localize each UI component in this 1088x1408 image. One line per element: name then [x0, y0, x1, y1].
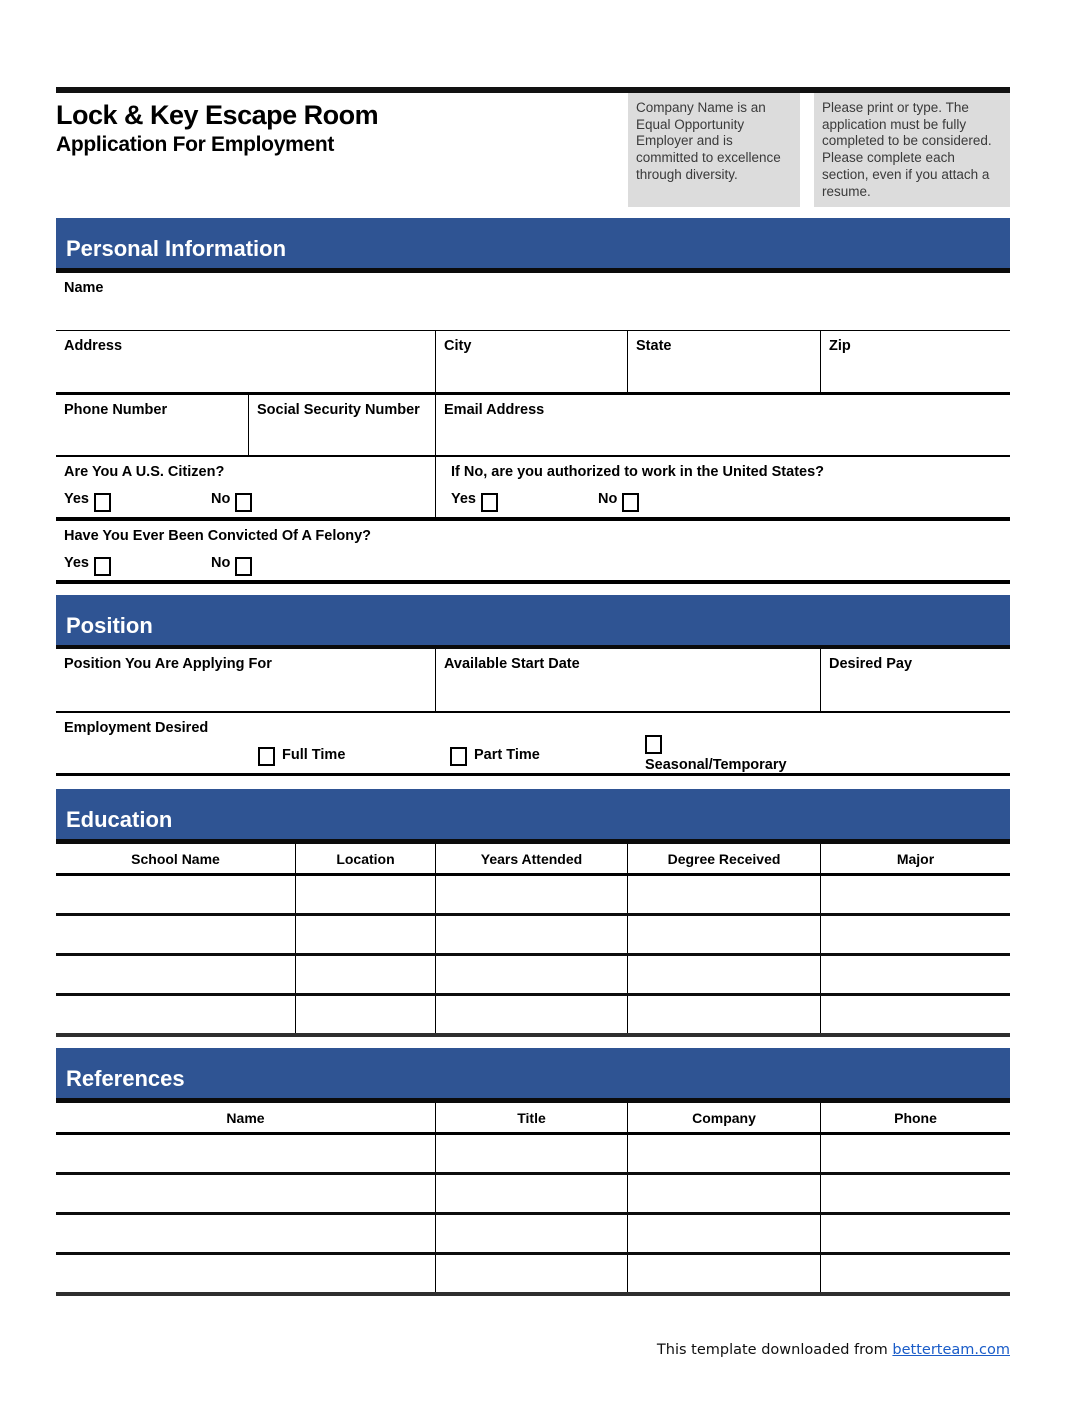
authorized-no-label: No — [598, 491, 618, 507]
education-cell[interactable] — [820, 916, 1010, 953]
equal-opportunity-notice: Company Name is an Equal Opportunity Employer and is committed to excellence through diversity. — [628, 93, 800, 207]
education-cell[interactable] — [435, 956, 627, 993]
form-header — [56, 93, 1010, 207]
section-header-references: References — [56, 1048, 1010, 1103]
education-row — [56, 916, 1010, 956]
city-field[interactable] — [435, 331, 627, 392]
felony-no-checkbox[interactable] — [235, 557, 252, 576]
education-cell[interactable] — [295, 876, 435, 913]
citizen-question-label: Are You A U.S. Citizen? — [64, 464, 225, 480]
references-col-phone: Phone — [820, 1103, 1010, 1132]
citizen-no-label: No — [211, 491, 231, 507]
education-col-major: Major — [820, 844, 1010, 873]
references-row — [56, 1255, 1010, 1296]
form-content — [56, 87, 1010, 1358]
name-field[interactable] — [56, 273, 1010, 330]
education-cell[interactable] — [435, 876, 627, 913]
felony-question-label: Have You Ever Been Convicted Of A Felony? — [64, 528, 371, 544]
references-col-company: Company — [627, 1103, 820, 1132]
education-cell[interactable] — [56, 956, 295, 993]
ssn-label: Social Security Number — [257, 402, 420, 418]
felony-yes-label: Yes — [64, 555, 89, 571]
education-col-location: Location — [295, 844, 435, 873]
company-name-title: Lock & Key Escape Room — [56, 100, 379, 130]
citizen-yes-no-line — [64, 491, 427, 512]
citizen-yes-checkbox[interactable] — [94, 493, 111, 512]
education-cell[interactable] — [56, 876, 295, 913]
betterteam-link[interactable]: betterteam.com — [892, 1342, 1010, 1358]
part-time-checkbox[interactable] — [450, 747, 467, 766]
education-cell[interactable] — [295, 916, 435, 953]
references-cell[interactable] — [820, 1215, 1010, 1252]
seasonal-temporary-checkbox[interactable] — [645, 735, 662, 754]
references-col-title: Title — [435, 1103, 627, 1132]
citizen-yes-label: Yes — [64, 491, 89, 507]
education-cell[interactable] — [295, 996, 435, 1033]
desired-pay-label: Desired Pay — [829, 656, 913, 672]
education-cell[interactable] — [295, 956, 435, 993]
phone-row — [56, 395, 1010, 457]
address-row — [56, 330, 1010, 395]
part-time-option — [450, 747, 540, 766]
position-applying-for-field[interactable] — [56, 649, 435, 711]
footer — [56, 1342, 1010, 1358]
employment-desired-row — [56, 713, 1010, 776]
phone-number-field[interactable] — [56, 395, 248, 455]
zip-field[interactable] — [820, 331, 1010, 392]
authorized-yes-no-line — [451, 491, 1002, 512]
education-cell[interactable] — [435, 996, 627, 1033]
position-row — [56, 649, 1010, 713]
authorized-yes-label: Yes — [451, 491, 476, 507]
seasonal-temporary-option — [645, 735, 787, 773]
references-cell[interactable] — [627, 1255, 820, 1292]
authorized-yes-checkbox[interactable] — [481, 493, 498, 512]
citizen-no-checkbox[interactable] — [235, 493, 252, 512]
references-cell[interactable] — [56, 1255, 435, 1292]
start-date-label: Available Start Date — [444, 656, 580, 672]
seasonal-temporary-label: Seasonal/Temporary — [645, 757, 787, 773]
phone-number-label: Phone Number — [64, 402, 168, 418]
references-cell[interactable] — [627, 1215, 820, 1252]
citizen-question-cell — [56, 457, 435, 518]
ssn-field[interactable] — [248, 395, 435, 455]
education-cell[interactable] — [56, 996, 295, 1033]
print-instructions-notice: Please print or type. The application must be fully completed to be considered. Please complete each section, even if you attach a resume. — [814, 93, 1010, 207]
part-time-label: Part Time — [474, 747, 540, 763]
education-cell[interactable] — [56, 916, 295, 953]
references-cell[interactable] — [56, 1175, 435, 1212]
start-date-field[interactable] — [435, 649, 820, 711]
references-table-header — [56, 1103, 1010, 1135]
education-cell[interactable] — [820, 956, 1010, 993]
authorized-question-label: If No, are you authorized to work in the United States? — [451, 464, 825, 480]
education-cell[interactable] — [627, 916, 820, 953]
email-label: Email Address — [444, 402, 545, 418]
references-cell[interactable] — [56, 1215, 435, 1252]
full-time-option — [258, 747, 345, 766]
references-col-name: Name — [226, 1110, 265, 1126]
section-header-personal-information: Personal Information — [56, 218, 1010, 273]
references-cell[interactable] — [56, 1135, 435, 1172]
references-cell[interactable] — [820, 1255, 1010, 1292]
address-field[interactable] — [56, 331, 435, 392]
full-time-label: Full Time — [282, 747, 346, 763]
references-cell[interactable] — [627, 1135, 820, 1172]
application-subtitle: Application For Employment — [56, 133, 335, 157]
title-block — [56, 93, 628, 207]
references-row — [56, 1135, 1010, 1175]
education-cell[interactable] — [627, 996, 820, 1033]
education-row — [56, 996, 1010, 1037]
state-label: State — [636, 338, 672, 354]
references-cell[interactable] — [820, 1135, 1010, 1172]
citizenship-row — [56, 457, 1010, 521]
education-col-degree-received: Degree Received — [627, 844, 820, 873]
position-applying-for-label: Position You Are Applying For — [64, 656, 272, 672]
zip-label: Zip — [829, 338, 851, 354]
education-cell[interactable] — [435, 916, 627, 953]
education-cell[interactable] — [820, 876, 1010, 913]
education-col-school-name: School Name — [131, 851, 220, 867]
section-header-position: Position — [56, 595, 1010, 649]
footer-text: This template downloaded from — [656, 1342, 893, 1358]
education-row — [56, 876, 1010, 916]
desired-pay-field[interactable] — [820, 649, 1010, 711]
references-cell[interactable] — [435, 1175, 627, 1212]
education-cell[interactable] — [820, 996, 1010, 1033]
education-table-header — [56, 844, 1010, 876]
felony-yes-no-line — [64, 555, 1002, 576]
employment-desired-label: Employment Desired — [64, 720, 209, 736]
address-label: Address — [64, 338, 123, 354]
name-label: Name — [64, 280, 104, 296]
full-time-checkbox[interactable] — [258, 747, 275, 766]
email-field[interactable] — [435, 395, 1010, 455]
references-cell[interactable] — [435, 1135, 627, 1172]
references-cell[interactable] — [435, 1215, 627, 1252]
felony-row — [56, 521, 1010, 584]
state-field[interactable] — [627, 331, 820, 392]
authorized-no-checkbox[interactable] — [622, 493, 639, 512]
references-cell[interactable] — [627, 1175, 820, 1212]
city-label: City — [444, 338, 472, 354]
references-row — [56, 1175, 1010, 1215]
felony-yes-checkbox[interactable] — [94, 557, 111, 576]
authorized-question-cell — [435, 457, 1010, 518]
notice-boxes — [628, 93, 1010, 207]
section-header-education: Education — [56, 789, 1010, 844]
education-cell[interactable] — [627, 876, 820, 913]
education-cell[interactable] — [627, 956, 820, 993]
education-row — [56, 956, 1010, 996]
references-row — [56, 1215, 1010, 1255]
references-cell[interactable] — [435, 1255, 627, 1292]
education-col-years-attended: Years Attended — [435, 844, 627, 873]
felony-no-label: No — [211, 555, 231, 571]
references-cell[interactable] — [820, 1175, 1010, 1212]
